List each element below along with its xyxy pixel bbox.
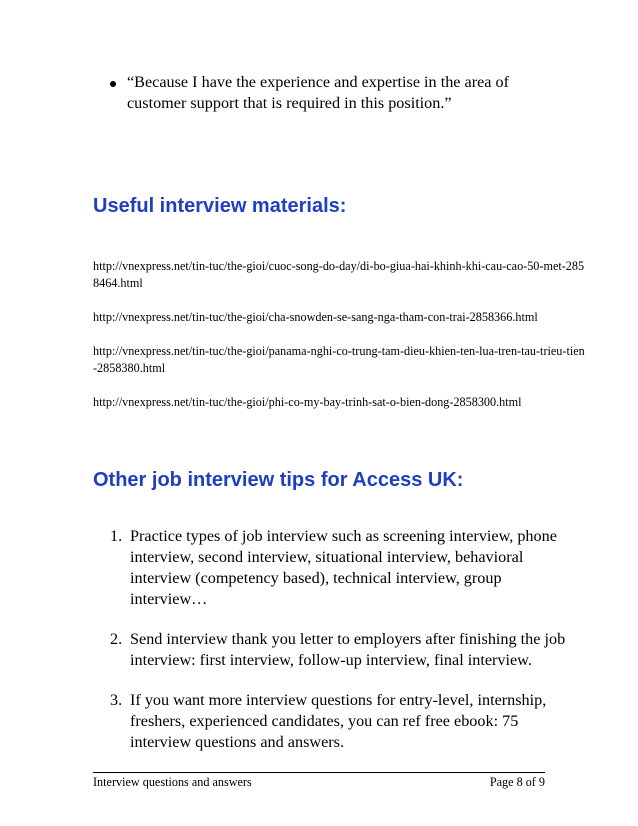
tip-text: If you want more interview questions for entry-level, internship, freshers, experienced candidates, you can ref free ebook: 75 interview questions and answers. — [130, 691, 547, 751]
page-footer — [93, 772, 545, 790]
tip-item — [110, 526, 580, 610]
tip-item — [110, 629, 580, 671]
materials-heading: Useful interview materials: — [93, 195, 347, 217]
materials-link-list — [93, 258, 588, 428]
quote-bullet-item — [110, 72, 550, 114]
tip-item — [110, 690, 580, 753]
tips-heading: Other job interview tips for Access UK: — [93, 469, 464, 491]
material-link[interactable]: http://vnexpress.net/tin-tuc/the-gioi/cha-snowden-se-sang-nga-tham-con-trai-2858366.html — [93, 310, 538, 324]
tip-number: 2. — [110, 630, 123, 648]
material-link[interactable]: http://vnexpress.net/tin-tuc/the-gioi/phi-co-my-bay-trinh-sat-o-bien-dong-2858300.html — [93, 395, 522, 409]
material-link[interactable]: http://vnexpress.net/tin-tuc/the-gioi/panama-nghi-co-trung-tam-dieu-khien-ten-lua-tren-tau-trieu-tien-2858380.html — [93, 344, 585, 375]
footer-title: Interview questions and answers — [93, 775, 252, 789]
tip-number: 1. — [110, 527, 123, 545]
tips-list — [110, 526, 580, 772]
page-number: Page 8 of 9 — [489, 775, 545, 789]
tip-number: 3. — [110, 691, 123, 709]
tip-text: Send interview thank you letter to employers after finishing the job interview: first interview, follow-up interview, final interview. — [130, 630, 566, 669]
tip-text: Practice types of job interview such as screening interview, phone interview, second interview, situational interview, behavioral interview (competency based), technical interview, group interview… — [130, 527, 557, 608]
quote-text: “Because I have the experience and expertise in the area of customer support that is required in this position.” — [127, 73, 509, 112]
material-link[interactable]: http://vnexpress.net/tin-tuc/the-gioi/cuoc-song-do-day/di-bo-giua-hai-khinh-khi-cau-cao-50-met-2858464.html — [93, 259, 585, 290]
bullet-dot-icon — [110, 81, 116, 87]
quote-bullet-list — [110, 72, 550, 114]
